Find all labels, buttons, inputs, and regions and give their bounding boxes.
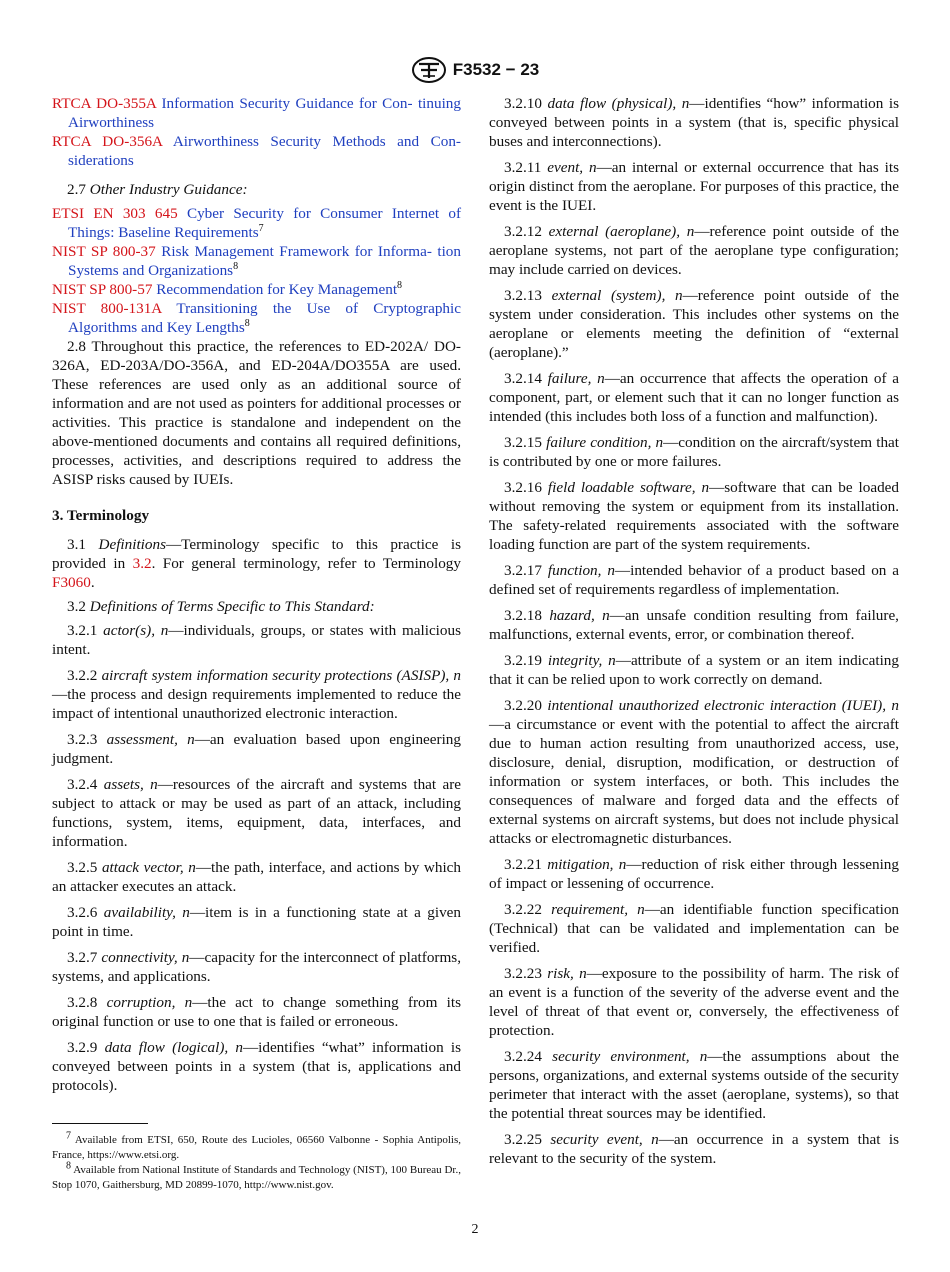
reference-item [52,280,461,299]
definition-number: 3.2.21 [504,856,542,873]
footnote-mark: 8 [66,1160,71,1172]
definition-number: 3.2.8 [67,994,98,1011]
definition-text: —identifies “what” information is conveyed between points in a system (that is, applications and protocols). [52,1039,462,1094]
definition-item [489,369,899,426]
astm-logo-icon [411,56,447,84]
reference-title[interactable]: Recommendation for Key Management [156,281,398,298]
definition-number: 3.2.18 [504,607,542,624]
reference-title-cont[interactable]: siderations [68,152,134,169]
definition-term: event, n [547,159,597,176]
definition-item [52,775,461,851]
definition-text: —reduction of risk either through lessening of impact or lessening of occurrence. [489,856,899,892]
definition-text: —a circumstance or event with the potential to affect the aircraft due to human action resulting from unauthorized access, use, disclosure, denial, disruption, modification, or destruction of information or system interfaces, or both. This includes the consequences of malware and forged data and the effects of external systems on aircraft systems, but does not include physical attacks or electromagnetic disturbances. [489,716,899,847]
definition-item [489,94,899,151]
definition-text: —resources of the aircraft and systems that are subject to attack or may be used as part of an attack, including functions, system, items, equipment, data, interfaces, and information. [52,776,461,850]
definition-number: 3.2.5 [67,859,98,876]
definition-item [489,1130,899,1168]
definition-item [52,903,461,941]
reference-title-cont[interactable]: Things: Baseline Requirements [68,224,259,241]
definition-term: external (aeroplane), n [548,223,695,240]
definition-term: field loadable software, n [547,479,710,496]
definition-text: —the process and design requirements implemented to reduce the impact of intentional unauthorized electronic interaction. [52,686,461,722]
definitions-right [489,94,899,1168]
footnote [52,1130,461,1163]
definition-number: 3.2.15 [504,434,542,451]
definition-term: function, n [547,562,615,579]
definition-number: 3.2.7 [67,949,98,966]
reference-code[interactable]: RTCA DO-355A [52,95,157,112]
reference-title[interactable]: Risk Management Framework for Informa- [161,243,432,260]
definition-item [489,964,899,1040]
reference-code[interactable]: RTCA DO-356A [52,133,163,150]
definition-number: 3.2.19 [504,652,542,669]
section-2-7-heading: 2.7 Other Industry Guidance: [67,181,248,198]
doc-code: F3532 − 23 [452,60,540,79]
reference-title-cont[interactable]: Algorithms and Key Lengths [68,319,245,336]
definition-text: —the assumptions about the persons, organizations, and external systems outside of the security perimeter that interact with the asset (aeroplane, systems), so that the potential threat sources may be identified. [489,1048,900,1122]
definition-number: 3.2.6 [67,904,98,921]
definition-number: 3.2.12 [504,223,542,240]
reference-title[interactable]: Transitioning the Use of Cryptographic [176,300,461,317]
section-3-2-heading: 3.2 Definitions of Terms Specific to This Standard: [67,598,375,615]
definitions-left [52,621,461,1095]
reference-item [52,242,461,280]
reference-code[interactable]: ETSI EN 303 645 [52,205,178,222]
definition-text: —reference point outside of the system under consideration. This includes other systems on the aeroplane or elements meeting the definition of “external (aeroplane).” [489,287,899,361]
definition-text: —an unsafe condition resulting from failure, malfunctions, external events, error, or combination thereof. [489,607,899,643]
reference-title-cont[interactable]: tinuing Airworthiness [68,95,461,131]
reference-item [52,132,461,170]
definition-number: 3.2.2 [67,667,98,684]
section-2-8-paragraph: 2.8 Throughout this practice, the references to ED-202A/ DO-326A, ED-203A/DO-356A, and ED-204A/DO355A are used. These references are used only as an additional source of information and are not used as pointers for additional processes or activities. This practice is standalone and independent on the above-mentioned documents and contains all required definitions, processes, activities, and descriptions required to address the ASISP risks caused by IUEIs. [52,338,461,488]
definition-item [489,478,899,554]
reference-title[interactable]: Cyber Security for Consumer Internet of [186,205,462,222]
definition-text: —exposure to the possibility of harm. The risk of an event is a function of the severity of the adverse event and the level of threat of that event or, conversely, the effectiveness of protection. [489,965,900,1039]
definition-number: 3.2.11 [504,159,542,176]
definition-item [52,948,461,986]
definition-item [52,1038,461,1095]
definition-number: 3.2.23 [504,965,542,982]
definition-item [489,855,899,893]
definition-item [489,696,899,848]
definition-text: —an occurrence that affects the operation of a component, part, or element such that it can no longer function as intended (this includes both loss of a function and malfunction). [489,370,900,425]
definition-item [489,433,899,471]
definition-number: 3.2.3 [67,731,98,748]
reference-item [52,94,461,132]
definition-number: 3.2.20 [504,697,542,714]
definition-term: data flow (physical), n [547,95,690,112]
definition-text: —item is in a functioning state at a given point in time. [52,904,461,940]
definition-item [489,286,899,362]
footnotes [52,1130,461,1193]
definition-item [52,993,461,1031]
definition-number: 3.2.4 [67,776,98,793]
definition-text: —intended behavior of a product based on a defined set of requirements regardless of implementation. [489,562,900,598]
definition-text: —an occurrence in a system that is relevant to the security of the system. [489,1131,899,1167]
definition-term: actor(s), n [103,622,169,639]
footnote-mark: 8 [244,317,250,329]
reference-title[interactable]: Information Security Guidance for Con- [161,95,413,112]
definition-term: assets, n [103,776,158,793]
right-column [489,94,899,1175]
definition-text: —individuals, groups, or states with malicious intent. [52,622,461,658]
footnote-mark: 8 [397,279,403,291]
definition-term: availability, n [103,904,190,921]
definition-item [489,606,899,644]
definition-term: security environment, n [552,1048,708,1065]
definition-item [489,1047,899,1123]
definition-item [489,561,899,599]
reference-code[interactable]: NIST SP 800-57 [52,281,153,298]
definition-number: 3.2.13 [504,287,542,304]
definition-text: —attribute of a system or an item indicating that it can be relied upon to work correctly on demand. [489,652,899,688]
footnote-mark: 7 [258,222,264,234]
definition-term: requirement, n [551,901,645,918]
definition-item [52,858,461,896]
definition-term: external (system), n [551,287,683,304]
definition-term: data flow (logical), n [104,1039,243,1056]
definition-term: hazard, n [549,607,610,624]
footnote-rule [52,1123,148,1124]
definition-item [489,222,899,279]
page-header [0,56,950,84]
reference-title[interactable]: Airworthiness Security Methods and Con- [172,133,461,150]
reference-code[interactable]: NIST 800-131A [52,300,162,317]
definition-term: attack vector, n [101,859,196,876]
definition-term: failure condition, n [546,434,664,451]
reference-item [52,299,461,337]
definition-term: connectivity, n [101,949,190,966]
definition-text: —the act to change something from its original function or use to one that is failed or erroneous. [52,994,461,1030]
definition-term: failure, n [547,370,605,387]
left-column [52,94,461,1102]
definition-number: 3.2.24 [504,1048,542,1065]
definition-number: 3.2.10 [504,95,542,112]
reference-list-a [52,94,461,170]
definition-item [52,666,461,723]
definition-item [52,730,461,768]
definition-number: 3.2.22 [504,901,542,918]
footnote [52,1160,461,1193]
footnote-text: Available from National Institute of Standards and Technology (NIST), 100 Bureau Dr., Stop 1070, Gaithersburg, MD 20899-1070, http://www.nist.gov. [52,1164,461,1191]
definition-number: 3.2.16 [504,479,542,496]
reference-code[interactable]: NIST SP 800-37 [52,243,156,260]
definition-item [489,651,899,689]
footnote-mark: 8 [233,260,239,272]
definition-number: 3.2.14 [504,370,542,387]
definition-number: 3.2.25 [504,1131,542,1148]
definition-item [489,158,899,215]
definition-text: —identifies “how” information is conveyed between points in a system (that is, specific physical buses and interconnections). [489,95,899,150]
definition-text: —the path, interface, and actions by which an attacker executes an attack. [52,859,461,895]
definition-text: —an internal or external occurrence that has its origin distinct from the aeroplane. For purposes of this practice, the event is the IUEI. [489,159,900,214]
definition-text: —an identifiable function specification (Technical) that can be validated and implementation can be verified. [489,901,900,956]
definition-term: risk, n [547,965,587,982]
definition-item [489,900,899,957]
section-3-heading: 3. Terminology [52,507,150,524]
definition-text: —an evaluation based upon engineering judgment. [52,731,461,767]
definition-term: security event, n [550,1131,659,1148]
page-number: 2 [471,1222,479,1237]
definition-term: mitigation, n [547,856,627,873]
section-3-1-paragraph: 3.1 Definitions—Terminology specific to this practice is provided in 3.2. For general terminology, refer to Terminology F3060. [52,536,462,591]
definition-number: 3.2.9 [67,1039,98,1056]
definition-number: 3.2.17 [504,562,542,579]
link-f3060[interactable]: F3060 [52,574,91,591]
definition-text: —condition on the aircraft/system that is contributed by one or more failures. [489,434,899,470]
definition-text: —capacity for the interconnect of platforms, systems, and applications. [52,949,462,985]
definition-text: —reference point outside of the aeroplane systems, not part of the aeroplane type configuration; may include carried on devices. [489,223,899,278]
definition-number: 3.2.1 [67,622,98,639]
definition-term: intentional unauthorized electronic interaction (IUEI), n [547,697,899,714]
reference-item [52,204,461,242]
reference-title-cont[interactable]: tion Systems and Organizations [68,243,461,279]
definition-term: integrity, n [547,652,616,669]
footnote-text: Available from ETSI, 650, Route des Lucioles, 06560 Valbonne - Sophia Antipolis, France, https://www.etsi.org. [52,1134,461,1161]
definition-text: —software that can be loaded without removing the system or equipment from its installation. The safety-related requirements associated with the software loading function are part of the system requirements. [489,479,899,553]
definition-term: corruption, n [106,994,193,1011]
link-3-2[interactable]: 3.2 [132,555,152,572]
definition-item [52,621,461,659]
reference-list-b [52,204,461,337]
definition-term: aircraft system information security protections (ASISP), n [101,667,461,684]
definition-term: assessment, n [106,731,195,748]
footnote-mark: 7 [66,1130,71,1142]
